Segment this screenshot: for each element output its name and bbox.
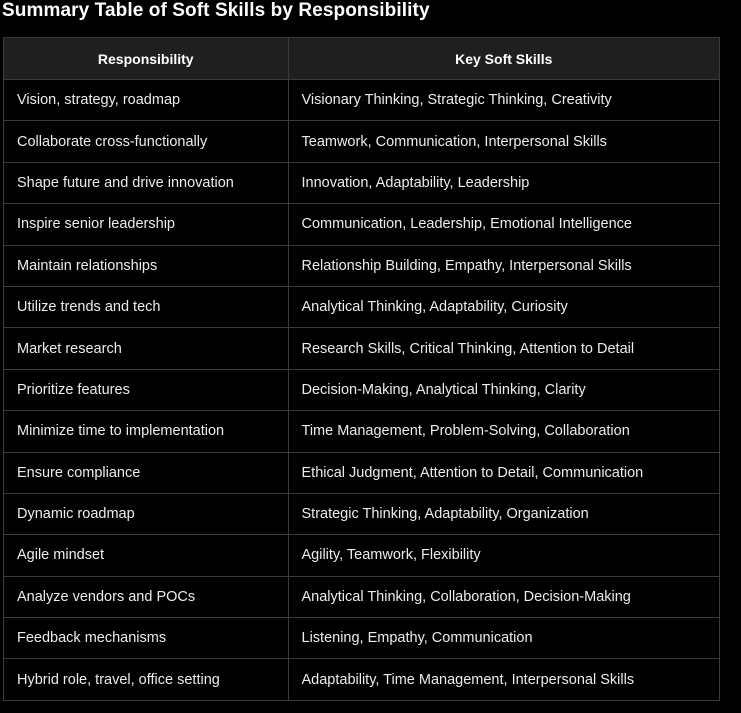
table-row bbox=[4, 162, 719, 203]
skills-cell: Agility, Teamwork, Flexibility bbox=[288, 535, 719, 576]
skills-cell: Visionary Thinking, Strategic Thinking, Creativity bbox=[288, 80, 719, 121]
responsibility-cell: Maintain relationships bbox=[4, 245, 288, 286]
table-row bbox=[4, 659, 719, 700]
skills-cell: Adaptability, Time Management, Interpersonal Skills bbox=[288, 659, 719, 700]
responsibility-cell: Feedback mechanisms bbox=[4, 618, 288, 659]
table-row bbox=[4, 245, 719, 286]
responsibility-cell: Prioritize features bbox=[4, 369, 288, 410]
skills-cell: Innovation, Adaptability, Leadership bbox=[288, 162, 719, 203]
table-row bbox=[4, 121, 719, 162]
skills-cell: Research Skills, Critical Thinking, Attention to Detail bbox=[288, 328, 719, 369]
skills-cell: Analytical Thinking, Collaboration, Decision-Making bbox=[288, 576, 719, 617]
responsibility-cell: Inspire senior leadership bbox=[4, 204, 288, 245]
responsibility-cell: Hybrid role, travel, office setting bbox=[4, 659, 288, 700]
column-header-responsibility: Responsibility bbox=[4, 38, 288, 80]
skills-cell: Ethical Judgment, Attention to Detail, Communication bbox=[288, 452, 719, 493]
responsibility-cell: Utilize trends and tech bbox=[4, 286, 288, 327]
table-row bbox=[4, 452, 719, 493]
responsibility-cell: Market research bbox=[4, 328, 288, 369]
table-row bbox=[4, 204, 719, 245]
page-title: Summary Table of Soft Skills by Responsibility bbox=[2, 0, 430, 21]
soft-skills-table bbox=[3, 37, 720, 701]
table-row bbox=[4, 328, 719, 369]
responsibility-cell: Vision, strategy, roadmap bbox=[4, 80, 288, 121]
responsibility-cell: Ensure compliance bbox=[4, 452, 288, 493]
skills-cell: Relationship Building, Empathy, Interpersonal Skills bbox=[288, 245, 719, 286]
skills-cell: Analytical Thinking, Adaptability, Curiosity bbox=[288, 286, 719, 327]
table-row bbox=[4, 618, 719, 659]
responsibility-cell: Minimize time to implementation bbox=[4, 411, 288, 452]
column-header-key-soft-skills: Key Soft Skills bbox=[288, 38, 719, 80]
responsibility-cell: Analyze vendors and POCs bbox=[4, 576, 288, 617]
table-row bbox=[4, 80, 719, 121]
table-row bbox=[4, 369, 719, 410]
table-row bbox=[4, 493, 719, 534]
responsibility-cell: Agile mindset bbox=[4, 535, 288, 576]
skills-cell: Teamwork, Communication, Interpersonal Skills bbox=[288, 121, 719, 162]
skills-cell: Communication, Leadership, Emotional Intelligence bbox=[288, 204, 719, 245]
skills-cell: Strategic Thinking, Adaptability, Organization bbox=[288, 493, 719, 534]
table-row bbox=[4, 576, 719, 617]
table-header-row bbox=[4, 38, 719, 80]
table-row bbox=[4, 411, 719, 452]
responsibility-cell: Dynamic roadmap bbox=[4, 493, 288, 534]
table-row bbox=[4, 535, 719, 576]
skills-cell: Decision-Making, Analytical Thinking, Clarity bbox=[288, 369, 719, 410]
responsibility-cell: Shape future and drive innovation bbox=[4, 162, 288, 203]
table-row bbox=[4, 286, 719, 327]
skills-cell: Listening, Empathy, Communication bbox=[288, 618, 719, 659]
skills-cell: Time Management, Problem-Solving, Collaboration bbox=[288, 411, 719, 452]
responsibility-cell: Collaborate cross-functionally bbox=[4, 121, 288, 162]
